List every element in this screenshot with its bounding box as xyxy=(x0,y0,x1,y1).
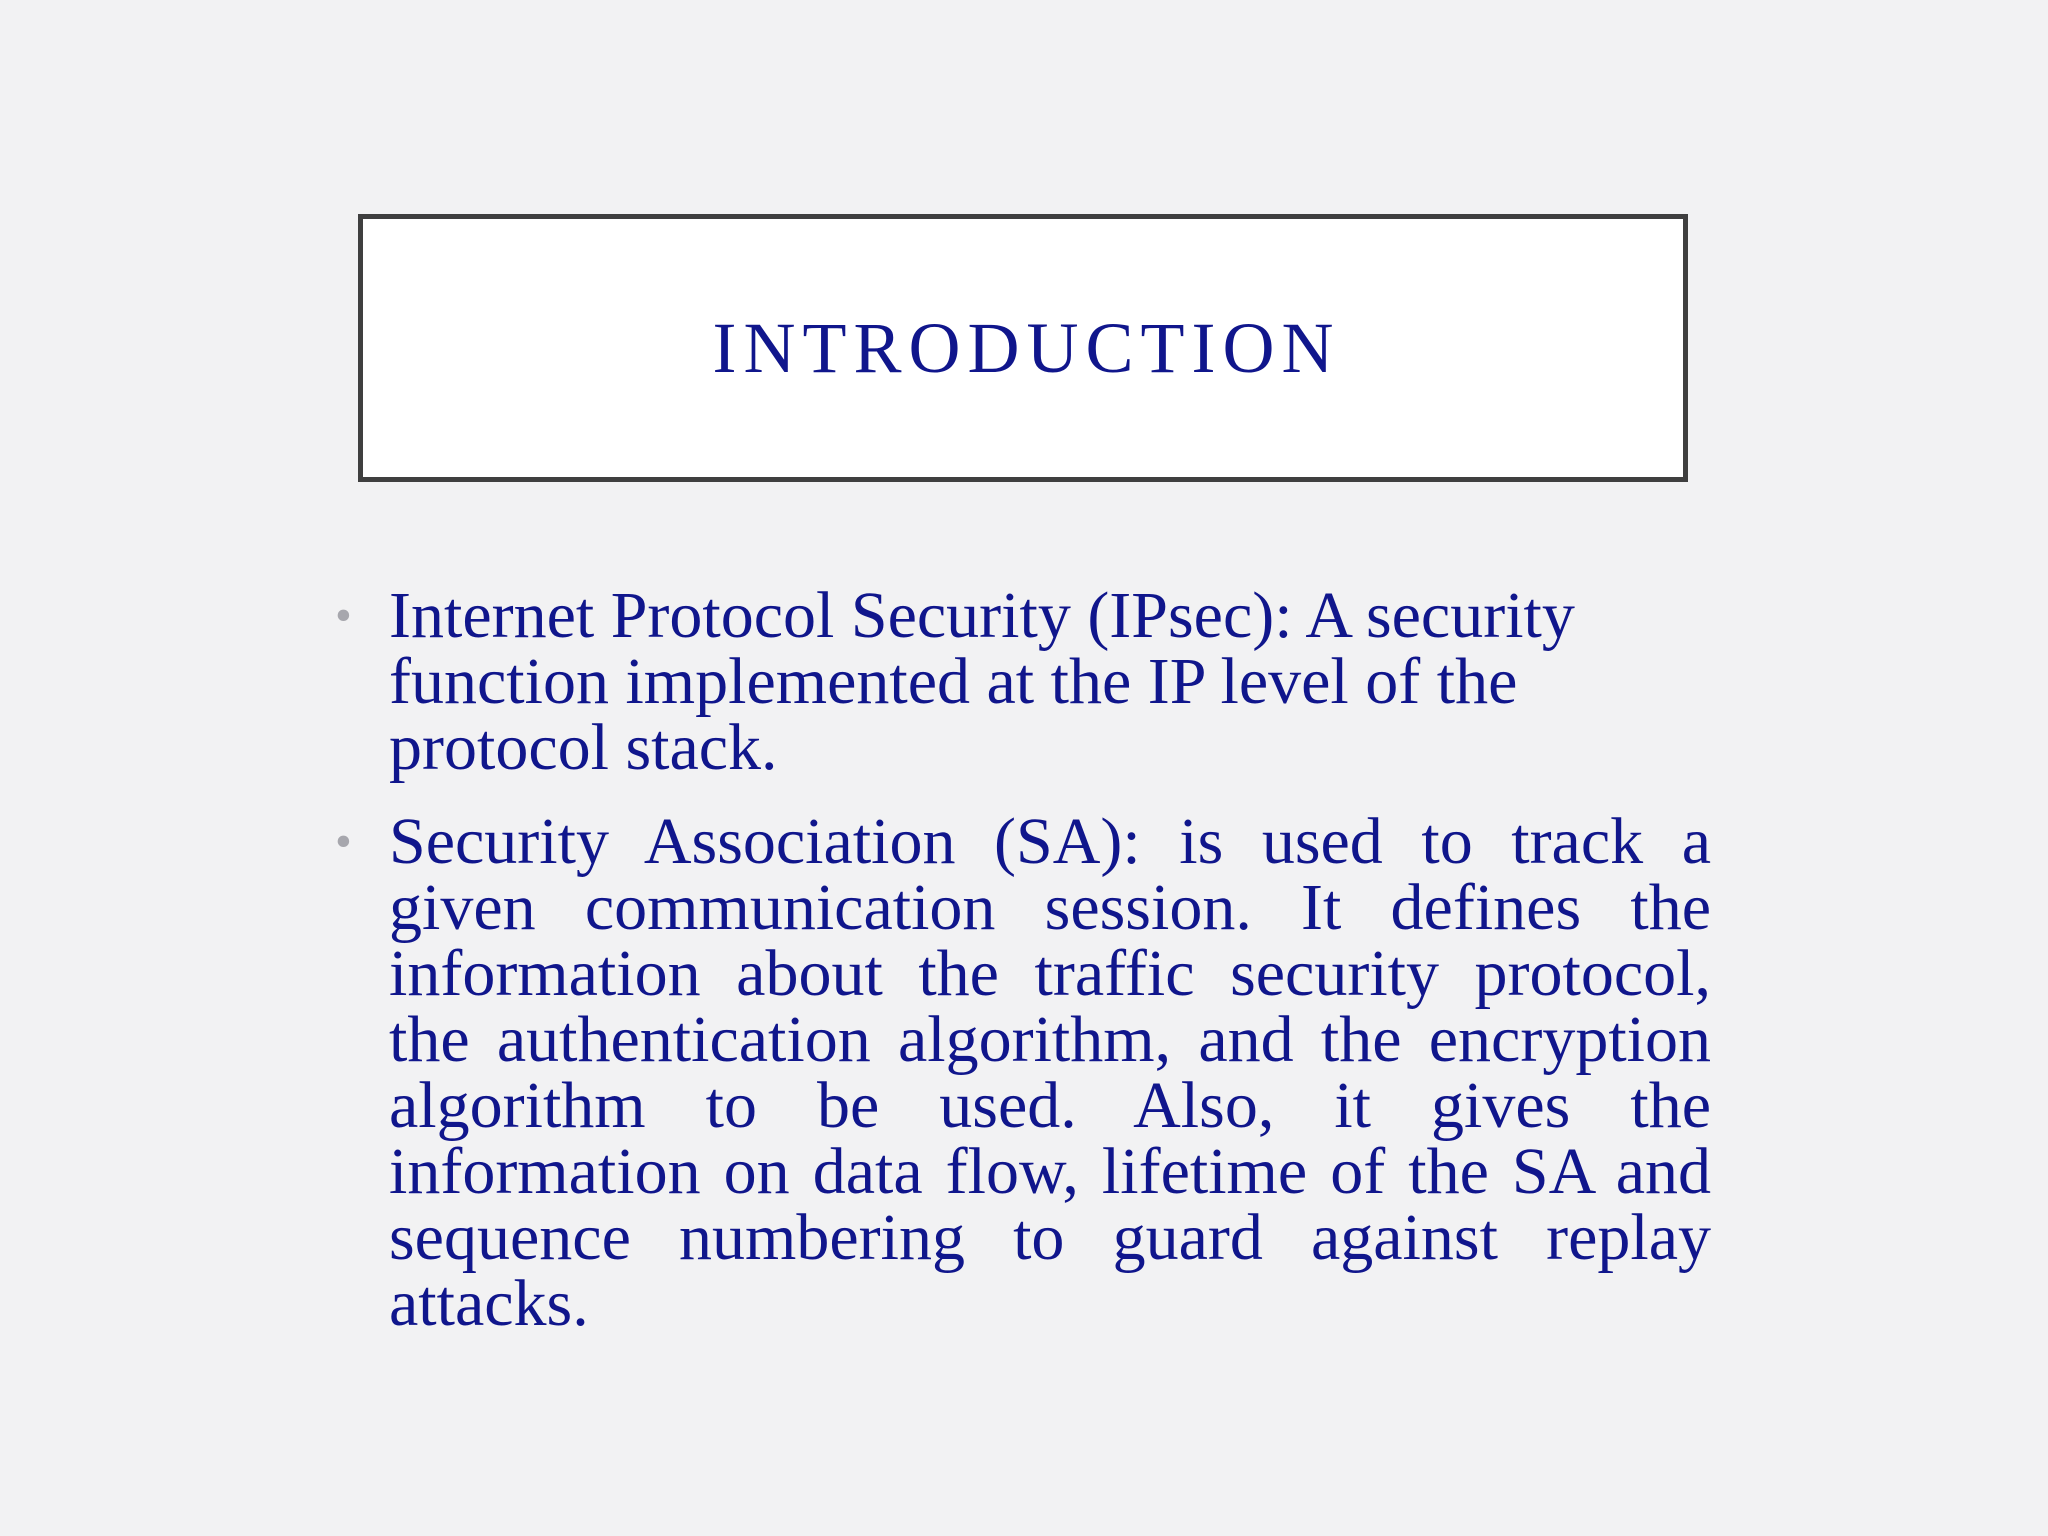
slide-title: INTRODUCTION xyxy=(712,308,1341,388)
bullet-marker: • xyxy=(335,815,352,868)
slide-content xyxy=(335,579,1711,1340)
bullet-text-security-association: Security Association (SA): is used to track a given communication session. It defines the information about the traffic security protocol, the authentication algorithm, and the encryption algorithm to be used. Also, it gives the information on data flow, lifetime of the SA and sequence numbering to guard against replay attacks. xyxy=(389,805,1711,1340)
bullet-marker: • xyxy=(335,589,352,642)
bullet-item-ipsec xyxy=(335,579,1711,784)
title-box xyxy=(358,214,1688,482)
bullet-item-security-association xyxy=(335,805,1711,1340)
bullet-text-ipsec: Internet Protocol Security (IPsec): A security function implemented at the IP level of the protocol stack. xyxy=(389,579,1575,784)
